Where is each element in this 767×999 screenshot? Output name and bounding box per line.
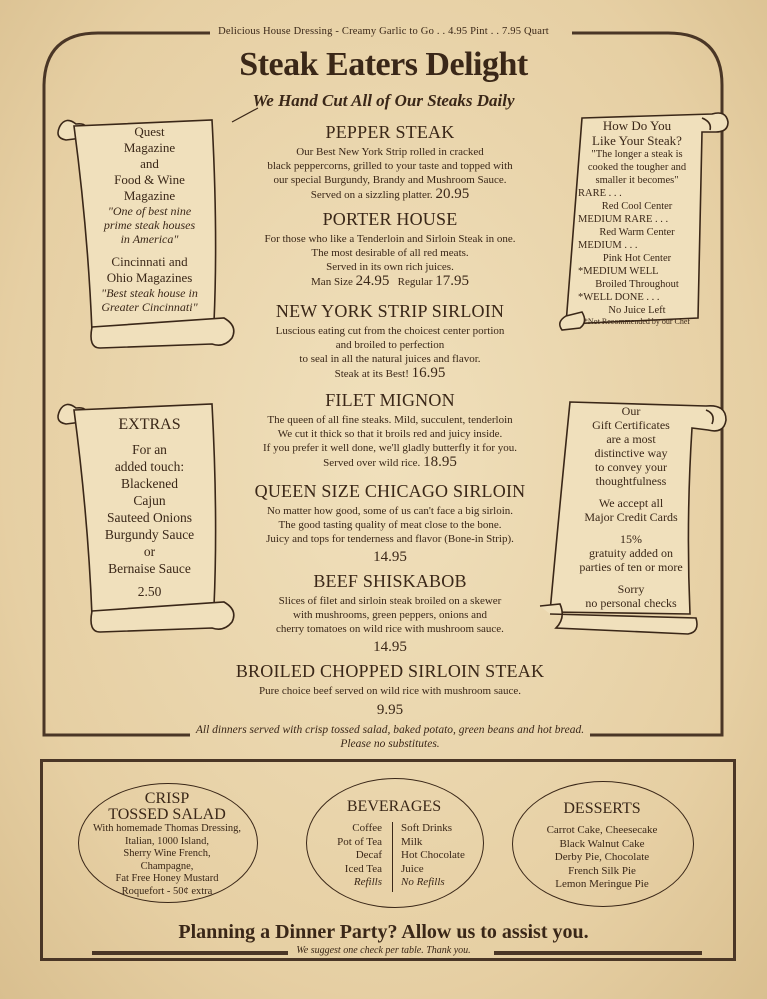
item-desc: with mushrooms, green peppers, onions and [293, 609, 487, 621]
item-price: 16.95 [411, 365, 446, 381]
dessert-item: Black Walnut Cake [559, 837, 645, 850]
reviews-line: and [140, 156, 159, 171]
beverage-item: Decaf [355, 849, 382, 861]
price-label: Regular [397, 276, 433, 288]
subtitle: We Hand Cut All of Our Steaks Daily [252, 91, 515, 110]
gift-line: Gift Certificates [592, 418, 670, 432]
gift-line: to convey your [595, 460, 667, 474]
item-desc: Served on a sizzling platter. [310, 189, 433, 201]
gift-line: gratuity added on [589, 546, 673, 560]
review-quote: "One of best nine [107, 204, 192, 218]
doneness-level: MEDIUM . . . [578, 240, 638, 251]
item-desc: Served over wild rice. [323, 457, 421, 469]
dessert-item: Lemon Meringue Pie [555, 878, 649, 890]
gift-line: parties of ten or more [579, 560, 683, 574]
item-desc: No matter how good, some of us can't face a big sirloin. [266, 505, 514, 517]
item-desc: Our Best New York Strip rolled in cracked [296, 146, 484, 158]
item-price: 14.95 [373, 639, 407, 655]
beverages-refill-column [320, 822, 382, 890]
item-desc: cherry tomatoes on wild rice with mushroom sauce. [276, 623, 504, 635]
extras-line: Cajun [133, 493, 166, 508]
item-name: BEEF SHISKABOB [313, 571, 467, 591]
gift-line: Sorry [617, 582, 645, 596]
desserts-text [512, 800, 692, 892]
item-desc: to seal in all the natural juices and flavor. [299, 353, 481, 365]
restaurant-title: Steak Eaters Delight [239, 46, 528, 83]
menu-item-chopped-sirloin [180, 661, 600, 722]
item-desc: We cut it thick so that it broils red and juicy inside. [277, 428, 503, 440]
extras-line: Blackened [121, 476, 178, 491]
review-quote: prime steak houses [103, 218, 196, 232]
extras-title: EXTRAS [118, 416, 181, 433]
review-quote: in America" [120, 232, 179, 246]
item-name: FILET MIGNON [325, 390, 455, 410]
doneness-desc: Red Warm Center [599, 227, 675, 238]
doneness-level: RARE . . . [578, 188, 622, 199]
reviews-line: Magazine [123, 140, 176, 155]
menu-item-porter-house [230, 209, 550, 289]
salad-text [72, 791, 262, 898]
salad-line: Fat Free Honey Mustard [115, 873, 219, 884]
extras-line: Bernaise Sauce [108, 561, 191, 576]
item-desc: our special Burgundy, Brandy and Mushroom Sauce. [273, 174, 507, 186]
item-desc: Juicy and tops for tenderness and flavor (Bone-in Strip). [266, 533, 514, 545]
item-desc: Pure choice beef served on wild rice with mushroom sauce. [258, 685, 522, 697]
menu-item-filet-mignon [230, 390, 550, 470]
extras-line: For an [132, 442, 167, 457]
review-quote: Greater Cincinnati" [101, 300, 198, 314]
item-price: 17.95 [435, 273, 469, 289]
salad-line: Italian, 1000 Island, [125, 835, 209, 847]
doneness-desc: Broiled Throughout [595, 279, 679, 290]
price-label: Man Size [311, 276, 353, 288]
beverages-divider [392, 822, 393, 892]
house-dressing-note: Delicious House Dressing - Creamy Garlic to Go . . 4.95 Pint . . 7.95 Quart [218, 26, 549, 37]
beverages-norefill-column [401, 822, 481, 890]
check-note: We suggest one check per table. Thank you. [296, 945, 471, 956]
item-desc: The most desirable of all red meats. [311, 247, 469, 259]
doneness-level: MEDIUM RARE . . . [578, 214, 669, 225]
extras-line: or [143, 544, 156, 559]
dinners-note-line: Please no substitutes. [340, 738, 440, 750]
dinners-note-line: All dinners served with crisp tossed salad, baked potato, green beans and hot bread. [195, 724, 585, 736]
beverage-item: Soft Drinks [401, 822, 453, 834]
gift-line: distinctive way [594, 446, 668, 460]
reviews-scroll [52, 112, 242, 352]
gift-scroll [536, 392, 732, 637]
extras-line: added touch: [114, 459, 185, 474]
gift-line: Major Credit Cards [584, 510, 678, 524]
item-price: 14.95 [373, 549, 407, 565]
beverage-item: Juice [401, 862, 424, 875]
extras-scroll [52, 396, 242, 636]
item-desc: For those who like a Tenderloin and Sirloin Steak in one. [264, 233, 516, 245]
salad-line: Champagne, [140, 860, 194, 872]
doneness-note: smaller it becomes" [595, 175, 679, 186]
salad-line: Roquefort - 50¢ extra [121, 885, 213, 897]
dessert-item: French Silk Pie [568, 864, 636, 877]
item-desc: The queen of all fine steaks. Mild, succulent, tenderloin [267, 414, 513, 426]
salad-title: CRISP [144, 790, 190, 807]
item-name: QUEEN SIZE CHICAGO SIRLOIN [254, 481, 526, 501]
doneness-note: "The longer a steak is [591, 149, 683, 160]
extras-line: Burgundy Sauce [104, 527, 195, 542]
item-price: 18.95 [423, 454, 457, 470]
reviews-line: Food & Wine [114, 172, 185, 187]
beverages-refill-note: Refills [353, 876, 382, 888]
salad-line: With homemade Thomas Dressing, [92, 823, 242, 834]
gift-line: We accept all [598, 496, 664, 510]
gift-line: are a most [606, 432, 656, 446]
gift-line: Our [621, 404, 641, 418]
reviews-line: Magazine [123, 188, 176, 203]
salad-line: Sherry Wine French, [123, 848, 211, 859]
doneness-note: cooked the tougher and [587, 162, 687, 173]
item-name: PEPPER STEAK [325, 122, 455, 142]
item-desc: If you prefer it well done, we'll gladly butterfly it for you. [263, 442, 517, 454]
salad-title: TOSSED SALAD [108, 806, 226, 823]
item-desc: black peppercorns, grilled to your taste and topped with [267, 160, 513, 172]
item-price: 24.95 [355, 273, 390, 289]
reviews-line: Quest [134, 124, 165, 139]
beverages-title: BEVERAGES [346, 798, 442, 815]
item-desc: Steak at its Best! [334, 368, 409, 380]
dinners-note [150, 723, 630, 751]
item-name: PORTER HOUSE [322, 209, 458, 229]
menu-item-new-york-strip [230, 301, 550, 381]
item-desc: Served in its own rich juices. [326, 261, 454, 273]
doneness-desc: Pink Hot Center [602, 253, 672, 264]
menu-item-pepper-steak [230, 122, 550, 202]
doneness-desc: Red Cool Center [601, 201, 673, 212]
doneness-title: How Do You [602, 118, 672, 133]
doneness-scroll [552, 108, 732, 333]
planning-banner: Planning a Dinner Party? Allow us to assist you. [178, 921, 589, 943]
desserts-title: DESSERTS [563, 800, 641, 817]
item-desc: and broiled to perfection [335, 339, 445, 351]
item-name: BROILED CHOPPED SIRLOIN STEAK [235, 661, 545, 681]
item-price: 20.95 [435, 186, 470, 202]
doneness-footnote: *Not Recommended by our Chef [583, 317, 691, 326]
gift-line: no personal checks [585, 596, 677, 610]
gift-line: 15% [620, 532, 642, 546]
item-desc: Luscious eating cut from the choicest center portion [275, 325, 505, 337]
dessert-item: Derby Pie, Chocolate [554, 851, 650, 863]
beverage-item: Iced Tea [344, 862, 382, 875]
reviews-line: Cincinnati and [111, 254, 188, 269]
gift-line: thoughtfulness [595, 474, 667, 488]
beverage-item: Hot Chocolate [401, 849, 465, 861]
reviews-line: Ohio Magazines [106, 270, 193, 285]
item-desc: Slices of filet and sirloin steak broiled on a skewer [278, 595, 502, 607]
doneness-level: *WELL DONE . . . [578, 292, 660, 303]
doneness-desc: No Juice Left [608, 305, 666, 316]
item-price: 9.95 [376, 702, 404, 718]
beverage-item: Milk [401, 835, 423, 848]
menu-item-queen-sirloin [220, 481, 560, 568]
beverages-norefill-note: No Refills [401, 876, 445, 888]
beverage-item: Pot of Tea [337, 835, 382, 848]
dessert-item: Carrot Cake, Cheesecake [546, 824, 658, 836]
extras-price: 2.50 [137, 584, 162, 599]
item-name: NEW YORK STRIP SIRLOIN [275, 301, 505, 321]
doneness-level: *MEDIUM WELL [578, 266, 659, 277]
item-desc: The good tasting quality of meat close to the bone. [278, 519, 502, 531]
extras-line: Sauteed Onions [106, 510, 193, 525]
menu-item-beef-shiskabob [230, 571, 550, 658]
beverage-item: Coffee [352, 822, 382, 834]
doneness-title: Like Your Steak? [592, 133, 682, 148]
review-quote: "Best steak house in [101, 286, 198, 300]
